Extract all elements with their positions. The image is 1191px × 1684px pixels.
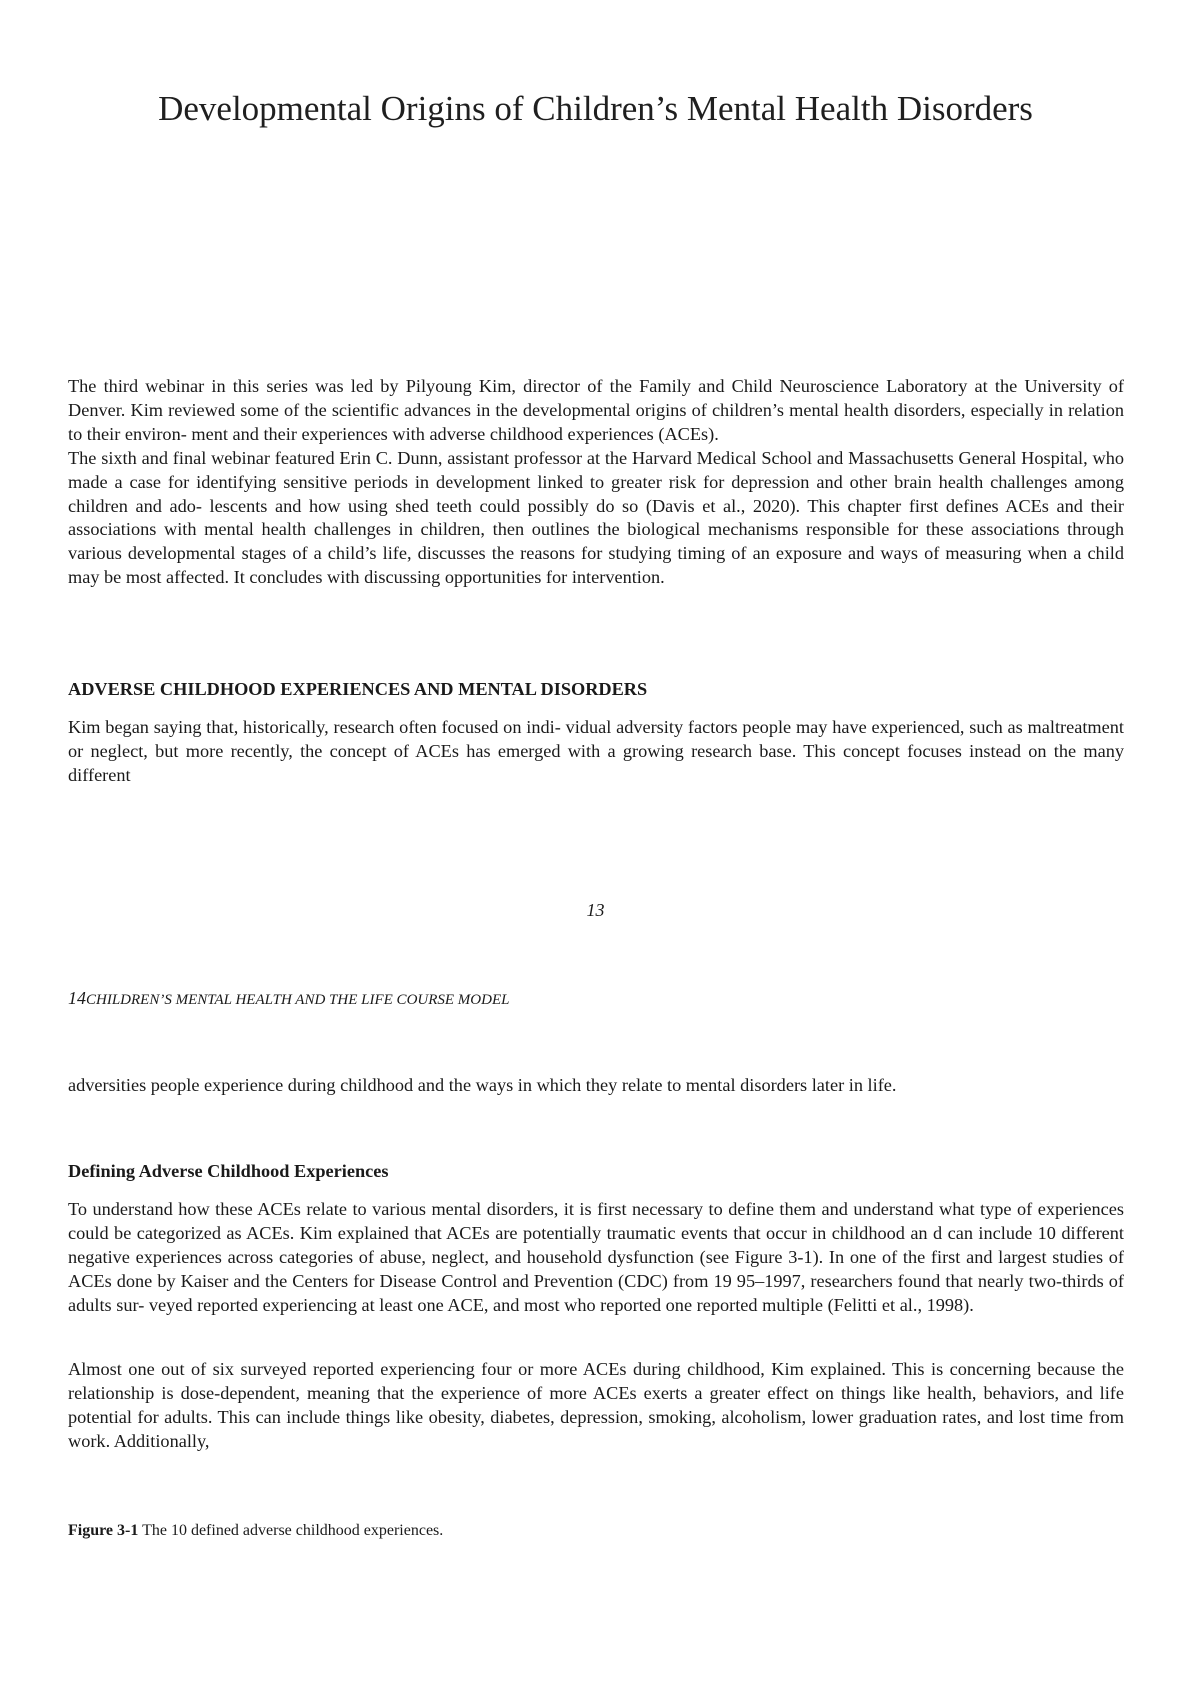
intro-paragraph-1: The third webinar in this series was led by Pilyoung Kim, director of the Family and Child Neuroscience Laboratory at the University of Denver. Kim reviewed some of the scientific advances in the developmental origins of children’s mental health disorders, especially in relation to their environ- ment and their experiences with adverse childhood experiences (ACEs). bbox=[68, 376, 1124, 444]
section-aces-body bbox=[68, 716, 1124, 788]
figure-caption bbox=[68, 1520, 1124, 1542]
section-defining-body-2 bbox=[68, 1358, 1124, 1454]
continuation-paragraph: adversities people experience during childhood and the ways in which they relate to mental disorders later in life. bbox=[68, 1075, 897, 1095]
running-head-title: CHILDREN’S MENTAL HEALTH AND THE LIFE COURSE MODEL bbox=[86, 992, 510, 1008]
running-head-page-number: 14 bbox=[68, 988, 86, 1008]
defining-paragraph-2: Almost one out of six surveyed reported experiencing four or more ACEs during childhood, Kim explained. This is concerning because the relationship is dose-dependent, meaning that the experience of more ACEs exerts a greater effect on things like health, behaviors, and life potential for adults. This can include things like obesity, diabetes, depression, smoking, alcoholism, lower graduation rates, and lost time from work. Additionally, bbox=[68, 1359, 1124, 1451]
section-heading-aces: ADVERSE CHILDHOOD EXPERIENCES AND MENTAL DISORDERS bbox=[68, 679, 648, 699]
intro-paragraph-2: The sixth and final webinar featured Erin C. Dunn, assistant professor at the Harvard Medical School and Massachusetts General Hospital, who made a case for identifying sensitive periods in development linked to greater risk for depression and other brain health challenges among children and ado- lescents and how using shed teeth could possibly do so (Davis et al., 2020). This chapter first defines ACEs and their associations with mental health challenges in children, then outlines the biological mechanisms responsible for these associations through various developmental stages of a child’s life, discusses the reasons for studying timing of an exposure and ways of measuring when a child may be most affected. It concludes with discussing opportunities for intervention. bbox=[68, 447, 1124, 588]
figure-caption-text: The 10 defined adverse childhood experiences. bbox=[138, 1522, 444, 1539]
running-head bbox=[68, 988, 509, 1009]
page-title: Developmental Origins of Children’s Mental Health Disorders bbox=[158, 89, 1033, 128]
intro-section bbox=[68, 375, 1124, 590]
aces-paragraph-1: Kim began saying that, historically, research often focused on indi- vidual adversity factors people may have experienced, such as maltreatment or neglect, but more recently, the concept of ACEs has emerged with a growing research base. This concept focuses instead on the many different bbox=[68, 717, 1124, 785]
page-number: 13 bbox=[586, 900, 605, 920]
defining-paragraph-1: To understand how these ACEs relate to various mental disorders, it is first necessary to define them and understand what type of experiences could be categorized as ACEs. Kim explained that ACEs are potentially traumatic events that occur in childhood an d can include 10 different negative experiences across categories of abuse, neglect, and household dysfunction (see Figure 3-1). In one of the first and largest studies of ACEs done by Kaiser and the Centers for Disease Control and Prevention (CDC) from 19 95–1997, researchers found that nearly two-thirds of adults sur- veyed reported experiencing at least one ACE, and most who reported one reported multiple (Felitti et al., 1998). bbox=[68, 1199, 1124, 1315]
section-heading-defining-aces: Defining Adverse Childhood Experiences bbox=[68, 1161, 389, 1181]
continuation-section bbox=[68, 1074, 1124, 1098]
figure-caption-label: Figure 3-1 bbox=[68, 1522, 139, 1539]
section-defining-body bbox=[68, 1198, 1124, 1318]
